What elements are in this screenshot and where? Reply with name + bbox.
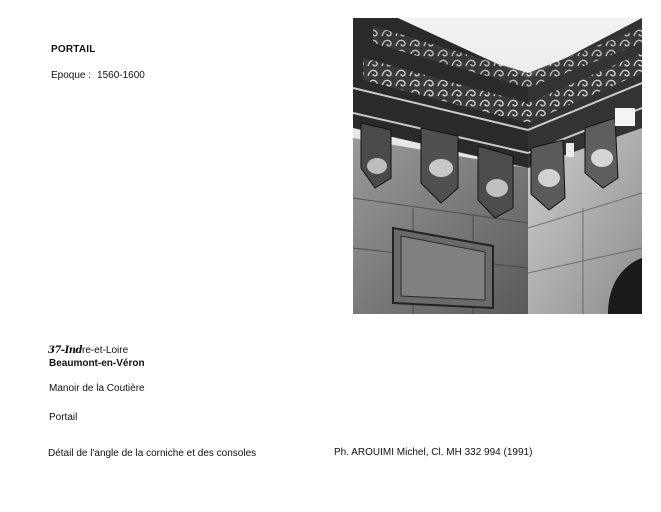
architecture-photo: [353, 18, 642, 314]
handwritten-department-code: 37-Ind: [48, 345, 83, 356]
epoque-value: 1560-1600: [97, 70, 145, 81]
element-name: Portail: [49, 412, 78, 423]
record-title: PORTAIL: [51, 44, 96, 55]
department: [48, 345, 128, 356]
department-name: re-et-Loire: [82, 345, 129, 356]
photo-credit: Ph. AROUIMI Michel, Cl. MH 332 994 (1991): [334, 447, 533, 458]
edifice-name: Manoir de la Coutière: [49, 383, 145, 394]
epoque-label: Epoque :: [51, 70, 92, 81]
photo-caption: Détail de l'angle de la corniche et des consoles: [48, 448, 257, 459]
epoque-line: [51, 70, 145, 81]
commune: Beaumont-en-Véron: [49, 358, 145, 369]
